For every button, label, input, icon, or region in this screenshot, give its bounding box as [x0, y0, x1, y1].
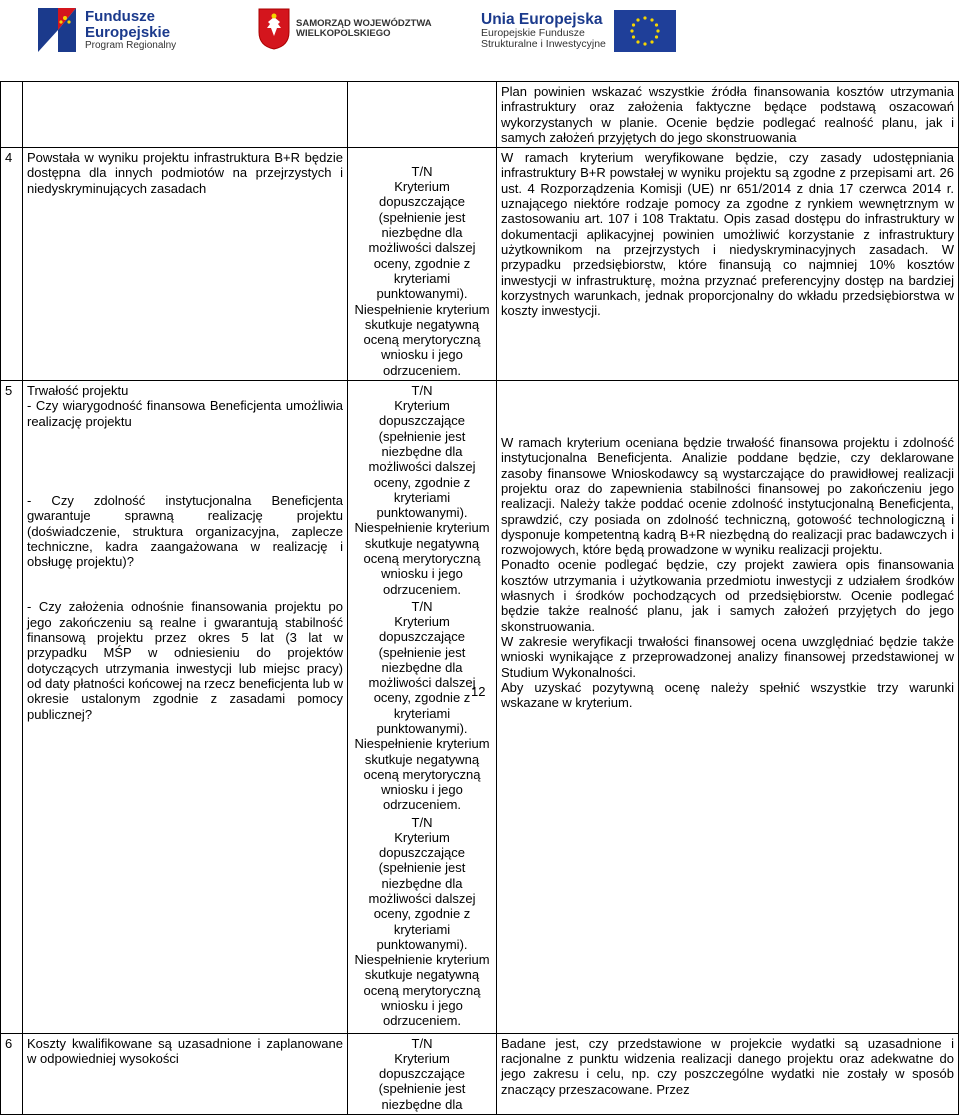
criterion-question-2: - Czy zdolność instytucjonalna Beneficjenta gwarantuje sprawną realizację projektu (doświadczenie, struktura organizacyjna, zaplecze techniczne, kadra zaangażowana w realizację i obsługę projektu)? [27, 492, 343, 570]
tn-description: Kryterium dopuszczające (spełnienie jest niezbędne dla możliwości dalszej oceny, zgodnie z kryteriami punktowanymi). Niespełnienie kryterium skutkuje negatywną oceną merytoryczną wniosku i jego odrzuceniem. [354, 179, 490, 378]
criterion-text: Powstała w wyniku projektu infrastruktura B+R będzie dostępna dla innych podmiotów na przejrzystych i niedyskryminujących zasadach [23, 148, 348, 381]
criteria-table [0, 81, 959, 1115]
logo2-line1: SAMORZĄD WOJEWÓDZTWA [296, 18, 432, 30]
criterion-question-3: - Czy założenia odnośnie finansowania projektu po jego zakończeniu są realne i gwarantują stabilność finansową projektu przez okres 5 lat (3 lat w przypadku MŚP w odniesieniu do projektów dotyczących utrzymania inwestycji lub miejsc pracy) od daty płatności końcowej na rzecz beneficjenta lub w okresie ustalonym zgodnie z zasadami pomocy publicznej? [27, 599, 343, 722]
table-row [1, 381, 959, 1034]
tn-description: Kryterium dopuszczające (spełnienie jest niezbędne dla [378, 1050, 466, 1112]
row-number: 5 [1, 381, 23, 1034]
tn-description: Kryterium dopuszczające (spełnienie jest niezbędne dla możliwości dalszej oceny, zgodnie z kryteriami punktowanymi). Niespełnienie kryterium skutkuje negatywną oceną merytoryczną wniosku i jego odrzuceniem. [354, 398, 490, 597]
coat-of-arms-icon [258, 8, 290, 50]
tn-description: Kryterium dopuszczające (spełnienie jest niezbędne dla możliwości dalszej oceny, zgodnie z kryteriami punktowanymi). Niespełnienie kryterium skutkuje negatywną oceną merytoryczną wniosku i jego odrzuceniem. [354, 829, 490, 1029]
desc-paragraph: Aby uzyskać pozytywną ocenę należy spełnić wszystkie trzy warunki wskazane w kryterium. [501, 679, 954, 711]
tn-label: T/N [411, 164, 433, 180]
logo3-line3: Strukturalne i Inwestycyjne [481, 38, 606, 51]
tn-label: T/N [411, 814, 433, 830]
tn-cell [348, 148, 497, 381]
tn-cell [348, 381, 497, 1034]
desc-paragraph: W ramach kryterium oceniana będzie trwałość finansowa projektu i zdolność instytucjonalna Beneficjenta. Analizie poddane będzie, czy deklarowane zasoby finansowe Wnioskodawcy są wystarczające do prawidłowej realizacji projektu oraz do zapewnienia stabilności finansowej po zakończeniu jego realizacji. Należy także poddać ocenie zdolność instytucjonalną Beneficjenta, sprawdzić, czy posiada on zdolność techniczną, gotowość technologiczną i dysponuje kompetentną kadrą B+R niezbędną do realizacji prac badawczych i rozwojowych, które będą prowadzone w wyniku realizacji projektu. [501, 435, 954, 558]
logo3-line1: Unia Europejska [481, 10, 603, 28]
table-row [1, 148, 959, 381]
row-number: 4 [1, 148, 23, 381]
top-description: Plan powinien wskazać wszystkie źródła finansowania kosztów utrzymania infrastruktury oraz założenia faktyczne będące podstawą oszacowań wykorzystanych w planie. Ocenie będzie podlegać realność planu, jak i samych założeń przyjętych do jego skonstruowania [497, 82, 959, 148]
fe-emblem-icon [38, 8, 76, 52]
desc-paragraph: Ponadto ocenie podlegać będzie, czy projekt zawiera opis finansowania kosztów utrzymania i użytkowania przedmiotu inwestycji z udziałem środków własnych i środków pochodzących od przedsiębiorstw. Ocenie podlegać będzie także realność planu, jak i samych założeń przyjętych do jego skonstruowania. [501, 557, 954, 634]
criterion-text: Koszty kwalifikowane są uzasadnione i zaplanowane w odpowiedniej wysokości [23, 1033, 348, 1114]
logo3-line2: Europejskie Fundusze [481, 27, 585, 40]
criterion-cell [23, 381, 348, 1034]
logo1-line1: Fundusze [85, 8, 155, 25]
logo1-line2: Europejskie [85, 23, 171, 41]
tn-label: T/N [411, 383, 433, 399]
tn-cell [348, 1033, 497, 1114]
page-number: 12 [471, 684, 486, 699]
criterion-description: Badane jest, czy przedstawione w projekcie wydatki są uzasadnione i racjonalne z punktu widzenia realizacji danego projektu oraz adekwatne do jego zakresu i celu, np. czy poszczególne wydatki nie zostały w sposób znaczący przeszacowane. Przez [497, 1033, 959, 1114]
unia-europejska-logo [481, 10, 676, 52]
criterion-question-1: - Czy wiarygodność finansowa Beneficjenta umożliwia realizację projektu [27, 398, 343, 429]
criterion-title: Trwałość projektu [27, 383, 129, 399]
logo2-line2: WIELKOPOLSKIEGO [296, 28, 391, 39]
desc-paragraph: W zakresie weryfikacji trwałości finansowej ocena uwzględniać będzie także wnioski wynikające z przeprowadzonej analizy finansowej przedstawionej w Studium Wykonalności. [501, 633, 954, 680]
eu-flag-icon [614, 10, 676, 52]
table-row [1, 82, 959, 148]
tn-label: T/N [411, 598, 433, 614]
criterion-description [497, 381, 959, 1034]
criterion-description: W ramach kryterium weryfikowane będzie, czy zasady udostępniania infrastruktury B+R powstałej w wyniku projektu są zgodne z przepisami art. 26 ust. 4 Rozporządzenia Komisji (UE) nr 651/2014 z dnia 17 czerwca 2014 r. uznającego niektóre rodzaje pomocy za zgodne z rynkiem wewnętrznym w zastosowaniu art. 107 i 108 Traktatu. Opis zasad dostępu do infrastruktury w dokumentacji aplikacyjnej powinien umożliwić korzystanie z infrastruktury użytkownikom na przejrzystych i niedyskryminacyjnych zasadach. W przypadku przedsiębiorstw, które finansują co najmniej 10% kosztów inwestycji w infrastrukturę, można przyznać preferencyjny dostęp na bardziej korzystnych warunkach, jednak proporcjonalny do wkładu przedsiębiorstwa w koszty inwestycji. [497, 148, 959, 381]
tn-label: T/N [411, 1035, 433, 1051]
page-header [0, 0, 959, 62]
criteria-table-wrap [0, 81, 959, 1112]
table-row [1, 1033, 959, 1114]
samorzad-logo [258, 8, 432, 50]
row-number: 6 [1, 1033, 23, 1114]
fundusze-europejskie-logo [38, 8, 176, 52]
tn-description: Kryterium dopuszczające (spełnienie jest niezbędne dla możliwości dalszej oceny, zgodnie z kryteriami punktowanymi). Niespełnienie kryterium skutkuje negatywną oceną merytoryczną wniosku i jego odrzuceniem. [354, 613, 490, 813]
logo1-line3: Program Regionalny [85, 39, 177, 51]
